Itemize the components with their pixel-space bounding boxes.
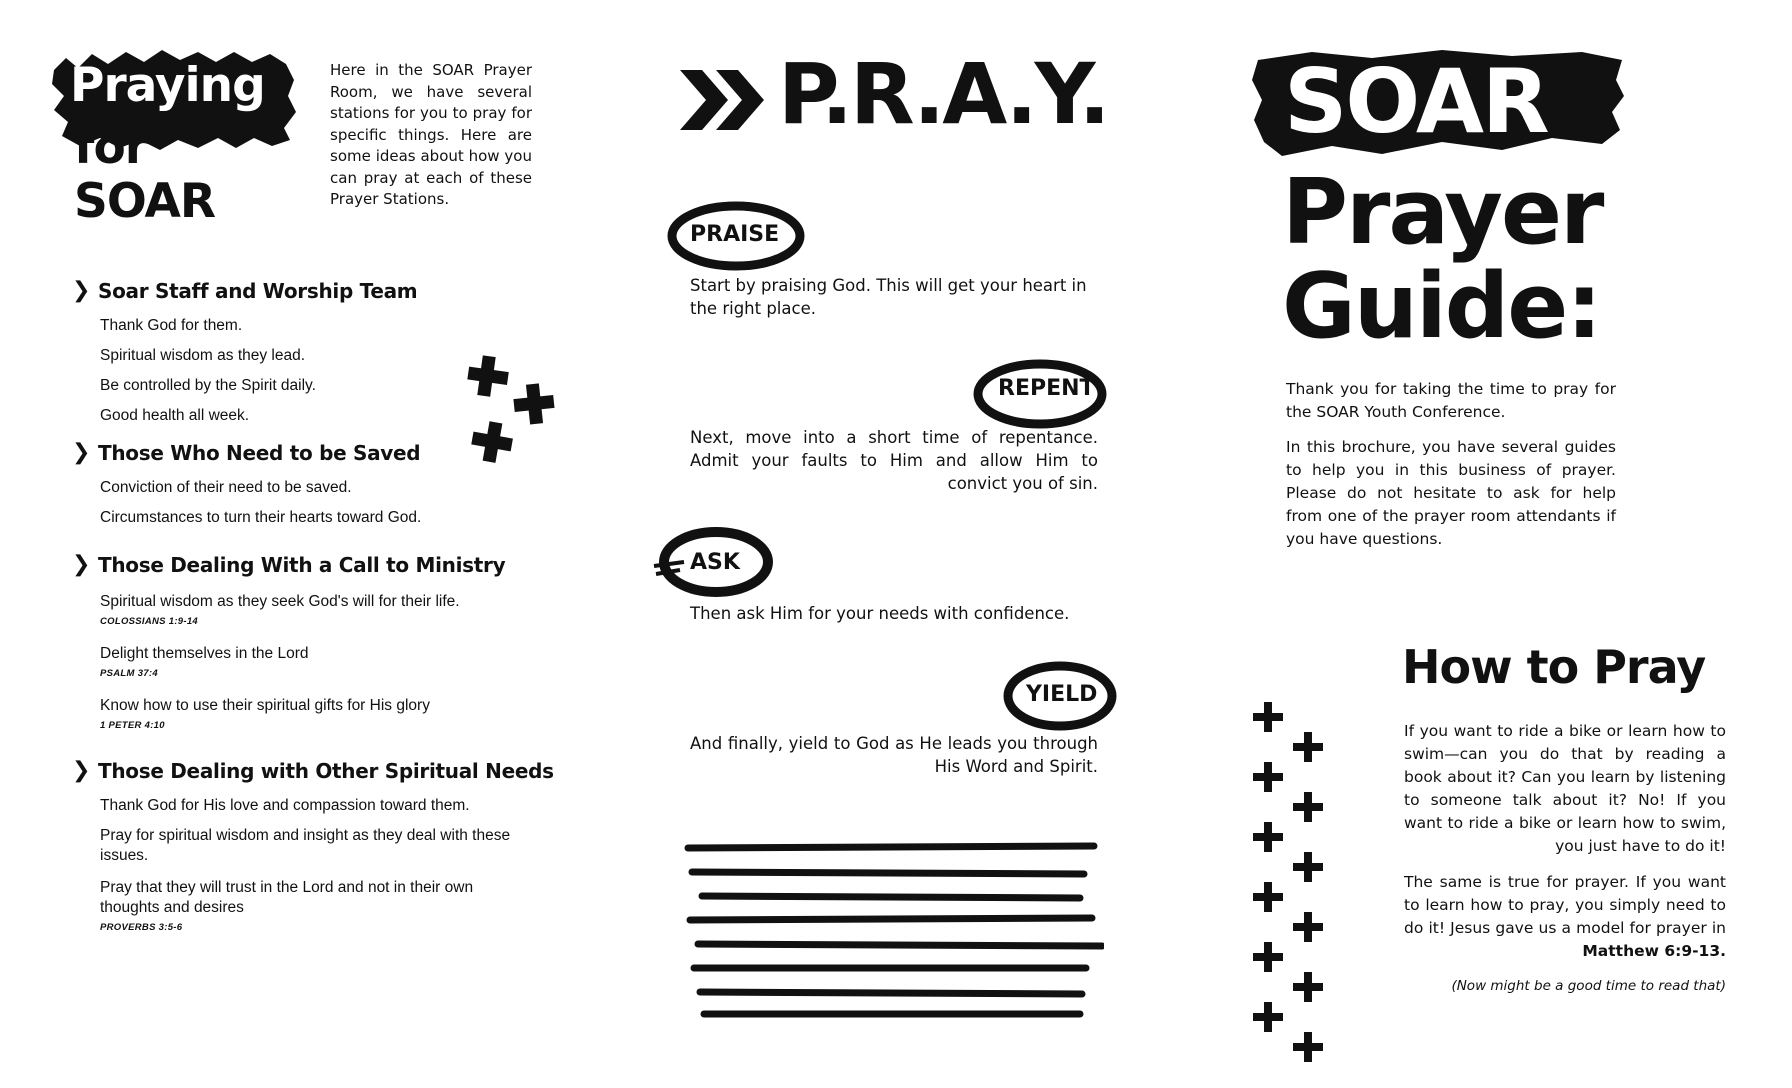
left-intro-text: Here in the SOAR Prayer Room, we have several stations for you to pray for specific things. Here are some ideas about how you can pray at each of these Prayer Stations. bbox=[330, 61, 532, 208]
list-item: Pray for spiritual wisdom and insight as they deal with these issues. bbox=[100, 827, 511, 864]
step-text-ask: Then ask Him for your needs with confidence. bbox=[690, 604, 1070, 623]
crosses-decoration-icon bbox=[466, 352, 576, 472]
pray-title: P.R.A.Y. bbox=[778, 45, 1108, 143]
section-heading bbox=[72, 552, 505, 577]
list-item: Be controlled by the Spirit daily. bbox=[100, 377, 316, 394]
section-heading-text: Soar Staff and Worship Team bbox=[98, 278, 418, 303]
step-text-yield: And finally, yield to God as He leads you through His Word and Spirit. bbox=[690, 734, 1098, 776]
list-item: Know how to use their spiritual gifts for His glory bbox=[100, 697, 430, 714]
section-heading-text: Those Dealing With a Call to Ministry bbox=[98, 552, 506, 577]
right-intro bbox=[1286, 378, 1616, 551]
list-item: Delight themselves in the Lord bbox=[100, 645, 309, 662]
scripture-ref: 1 PETER 4:10 bbox=[100, 720, 165, 731]
title-soar-big: SOAR bbox=[1284, 50, 1548, 153]
list-item: Good health all week. bbox=[100, 407, 250, 424]
section-heading bbox=[72, 440, 420, 465]
title-for: for bbox=[74, 120, 147, 175]
chevron-right-icon: ❯ bbox=[72, 552, 91, 577]
praying-for-soar-title bbox=[48, 40, 308, 240]
section-heading-text: Those Dealing with Other Spiritual Needs bbox=[98, 758, 554, 783]
list-item: Spiritual wisdom as they seek God's will for their life. bbox=[100, 593, 460, 610]
howto-paragraph: If you want to ride a bike or learn how to swim—can you do that by reading a book about it? Can you learn by listening to someone talk about it? No! If you want to ride a bike or learn how to swim, you just have to do it! bbox=[1404, 722, 1726, 855]
scripture-ref: Matthew 6:9-13. bbox=[1582, 942, 1726, 960]
double-chevron-icon bbox=[676, 66, 770, 134]
chevron-right-icon: ❯ bbox=[72, 440, 91, 465]
title-soar: SOAR bbox=[74, 174, 216, 229]
section-heading bbox=[72, 758, 554, 783]
scripture-ref: PROVERBS 3:5-6 bbox=[100, 922, 183, 933]
howto-text: The same is true for prayer. If you want to learn how to pray, you simply need to do it! Jesus gave us a model for prayer in bbox=[1404, 873, 1726, 937]
list-item: Spiritual wisdom as they lead. bbox=[100, 347, 306, 364]
title-praying: Praying bbox=[70, 58, 265, 113]
chevron-right-icon: ❯ bbox=[72, 758, 91, 783]
crosses-column-icon bbox=[1252, 700, 1342, 1070]
step-label-praise: PRAISE bbox=[690, 222, 780, 247]
list-item: Pray that they will trust in the Lord and not in their own thoughts and desires bbox=[100, 879, 474, 916]
list-item: Circumstances to turn their hearts toward God. bbox=[100, 509, 422, 526]
how-to-pray-body bbox=[1404, 720, 1726, 976]
list-item: Conviction of their need to be saved. bbox=[100, 479, 352, 496]
howto-note: (Now might be a good time to read that) bbox=[1451, 978, 1726, 994]
intro-paragraph: Thank you for taking the time to pray for the SOAR Youth Conference. bbox=[1286, 380, 1616, 421]
step-label-repent: REPENT bbox=[998, 376, 1095, 401]
chevron-right-icon: ❯ bbox=[72, 278, 91, 303]
title-guide: Guide: bbox=[1282, 254, 1601, 359]
title-prayer: Prayer bbox=[1282, 160, 1603, 265]
section-heading bbox=[72, 278, 417, 303]
step-label-yield: YIELD bbox=[1026, 682, 1098, 707]
list-item: Thank God for them. bbox=[100, 317, 243, 334]
step-text-praise: Start by praising God. This will get your heart in the right place. bbox=[690, 276, 1087, 318]
section-heading-text: Those Who Need to be Saved bbox=[98, 440, 421, 465]
list-item: Thank God for His love and compassion toward them. bbox=[100, 797, 470, 814]
step-text-repent: Next, move into a short time of repentance. Admit your faults to Him and allow Him to convict you of sin. bbox=[690, 428, 1098, 493]
how-to-pray-title: How to Pray bbox=[1402, 640, 1706, 694]
howto-paragraph bbox=[1404, 871, 1726, 963]
brush-lines-icon bbox=[684, 838, 1104, 1024]
scripture-ref: PSALM 37:4 bbox=[100, 668, 158, 679]
intro-paragraph: In this brochure, you have several guides to help you in this business of prayer. Please do not hesitate to ask for help from one of the prayer room attendants if you have questions. bbox=[1286, 438, 1616, 548]
scripture-ref: COLOSSIANS 1:9-14 bbox=[100, 616, 199, 627]
step-label-ask: ASK bbox=[690, 550, 740, 575]
